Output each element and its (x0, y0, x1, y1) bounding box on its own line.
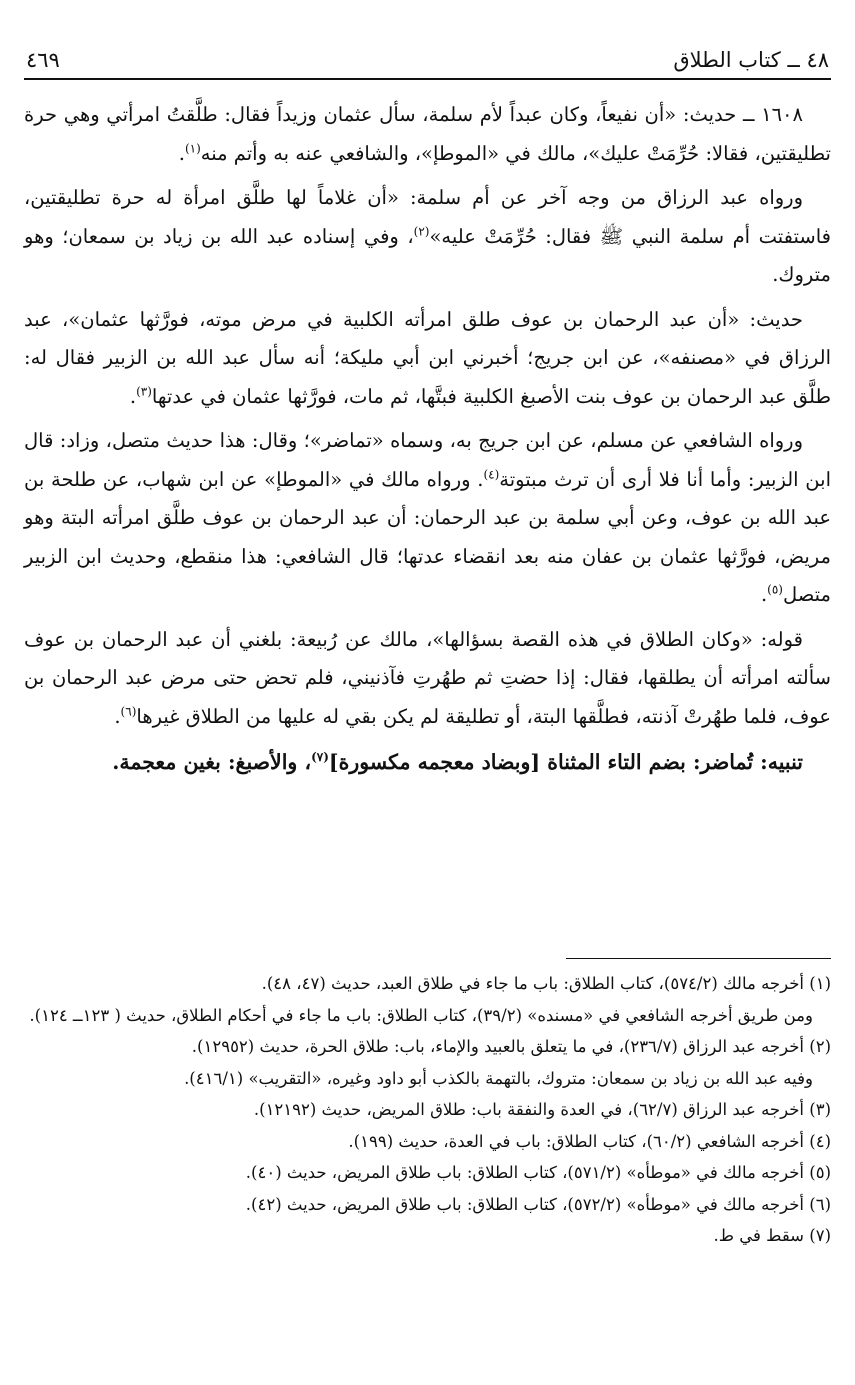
footnote-ref: (٣) (136, 384, 152, 398)
footnote-ref: (١) (184, 141, 201, 155)
page-header (24, 48, 831, 80)
footnote: (٤) أخرجه الشافعي (٦٠/٢)، كتاب الطلاق: باب في العدة، حديث (١٩٩). (348, 1131, 831, 1151)
footnote-ref: (٧) (311, 750, 329, 765)
paragraph-hadith-1608: ١٦٠٨ ــ حديث: «أن نفيعاً، وكان عبداً لأم سلمة، سأل عثمان وزيداً فقال: طلَّقتُ امرأتي وهي حرة تطليقتين، فقالا: حُرِّمَتْ عليك»، مالك في «الموطإ»، والشافعي عنه به وأتم منه$^{(١)}$. (24, 103, 831, 165)
footnote-ref: (٤) (483, 467, 500, 481)
footnote-ref: (٥) (767, 582, 783, 597)
footnote: (٥) أخرجه مالك في «موطأه» (٥٧١/٢)، كتاب الطلاق: باب طلاق المريض، حديث (٤٠). (245, 1163, 831, 1182)
footnote: (٧) سقط في ط. (713, 1226, 831, 1245)
paragraph-text: ورواه عبد الرزاق من وجه آخر عن أم سلمة: «أن غلاماً لها طلَّق امرأة له حرة تطليقتين، فاستفتت أم سلمة النبي ﷺ فقال: حُرِّمَتْ عليه» (24, 186, 831, 248)
footnotes (24, 968, 831, 1252)
paragraph-shafii: ورواه الشافعي عن مسلم، عن ابن جريج به، وسماه «تماضر»؛ وقال: هذا حديث متصل، وزاد: قال ابن الزبير: وأما أنا فلا أرى أن ترث مبتوتة$^{(٤)}$. ورواه مالك في «الموطإ» عن ابن شهاب، عن طلحة بن عبد الله بن عوف، وعن أبي سلمة بن عبد الرحمان: أن عبد الرحمان بن عوف طلَّق امرأته البتة وهو مريض، فورَّثها عثمان بن عفان منه بعد انقضاء عدتها؛ قال الشافعي: هذا منقطع، وحديث ابن الزبير متصل$^{(٥)}$. (24, 429, 831, 606)
book-page (24, 0, 831, 1385)
running-title: ٤٨ ــ كتاب الطلاق (673, 48, 829, 72)
note-text: ، والأصبغ: بغين معجمة. (112, 750, 312, 774)
paragraph-abdulrazzaq (24, 179, 831, 295)
footnote-ref: (٦) (120, 704, 137, 718)
paragraph-text: ١٦٠٨ ــ حديث: «أن نفيعاً، وكان عبداً لأم سلمة، سأل عثمان وزيداً فقال: طلَّقتُ امرأتي وهي حرة تطليقتين، فقالا: حُرِّمَتْ عليك»، مالك في «الموطإ»، والشافعي عنه به وأتم منه (24, 103, 831, 165)
tanbih-note (24, 742, 831, 782)
page-number: ٤٦٩ (26, 48, 60, 72)
footnote-continuation: ومن طريق أخرجه الشافعي في «مسنده» (٣٩/٢)، كتاب الطلاق: باب ما جاء في أحكام الطلاق، حديث ( ١٢٣ــ ١٢٤). (29, 1005, 813, 1025)
paragraph-text: ورواه الشافعي عن مسلم، عن ابن جريج به، وسماه «تماضر»؛ وقال: هذا حديث متصل، وزاد: قال ابن الزبير: وأما أنا فلا أرى أن ترث مبتوتة (24, 429, 831, 491)
paragraph-text: حديث: «أن عبد الرحمان بن عوف طلق امرأته الكلبية في مرض موته، فورَّثها عثمان»، عبد الرزاق في «مصنفه»، عن ابن جريج؛ أخبرني ابن أبي مليكة؛ أنه سأل عبد الله بن الزبير فقال له: طلَّق عبد الرحمان بن عوف بنت الأصبغ الكلبية فبتَّها، ثم مات، فورَّثها عثمان في عدتها (24, 307, 831, 408)
footnote-separator (566, 958, 831, 959)
footnote-continuation: وفيه عبد الله بن زياد بن سمعان: متروك، بالتهمة بالكذب أبو داود وغيره، «التقريب» (٤١٦/١). (184, 1068, 813, 1088)
footnote-ref: (٢) (413, 224, 430, 238)
paragraph-text: ، وفي إسناده عبد الله بن زياد بن سمعان؛ وهو متروك. (24, 224, 831, 286)
footnote: (٦) أخرجه مالك في «موطأه» (٥٧٢/٢)، كتاب الطلاق: باب طلاق المريض، حديث (٤٢). (245, 1194, 831, 1214)
footnote: (٣) أخرجه عبد الرزاق (٦٢/٧)، في العدة والنفقة باب: طلاق المريض، حديث (١٢١٩٢). (253, 1100, 831, 1119)
note-text: تنبيه: تُماضر: بضم التاء المثناة [وبضاد معجمه مكسورة] (328, 750, 803, 774)
paragraph-qawluhu: قوله: «وكان الطلاق في هذه القصة بسؤالها»، مالك عن رُبيعة: بلغني أن عبد الرحمان بن عوف سألته امرأته أن يطلقها، فقال: إذا حضتِ ثم طهُرتِ فآذنيني، فلم تحض حتى مرض عبد الرحمان بن عوف، فلما طهُرتْ آذنته، فطلَّقها البتة، أو تطليقة لم يكن بقي له عليها من الطلاق غيرها$^{(٦)}$. (24, 627, 831, 728)
footnote: (٢) أخرجه عبد الرزاق (٢٣٦/٧)، في ما يتعلق بالعبيد والإماء، باب: طلاق الحرة، حديث (١٢٩٥٢). (191, 1037, 831, 1056)
main-text (24, 96, 831, 788)
paragraph-text: . ورواه مالك في «الموطإ» عن ابن شهاب، عن طلحة بن عبد الله بن عوف، وعن أبي سلمة بن عبد الرحمان: أن عبد الرحمان بن عوف طلَّق امرأته البتة وهو مريض، فورَّثها عثمان بن عفان منه بعد انقضاء عدتها؛ قال الشافعي: هذا منقطع، وحديث ابن الزبير متصل (24, 467, 831, 606)
paragraph-abdulrahman-ibn-awf: حديث: «أن عبد الرحمان بن عوف طلق امرأته الكلبية في مرض موته، فورَّثها عثمان»، عبد الرزاق في «مصنفه»، عن ابن جريج؛ أخبرني ابن أبي مليكة؛ أنه سأل عبد الله بن الزبير فقال له: طلَّق عبد الرحمان بن عوف بنت الأصبغ الكلبية فبتَّها، ثم مات، فورَّثها عثمان في عدتها$^{(٣)}$. (24, 307, 831, 408)
paragraph-text: قوله: «وكان الطلاق في هذه القصة بسؤالها»، مالك عن رُبيعة: بلغني أن عبد الرحمان بن عوف سألته امرأته أن يطلقها، فقال: إذا حضتِ ثم طهُرتِ فآذنيني، فلم تحض حتى مرض عبد الرحمان بن عوف، فلما طهُرتْ آذنته، فطلَّقها البتة، أو تطليقة لم يكن بقي له عليها من الطلاق غيرها (24, 627, 831, 728)
footnote: (١) أخرجه مالك (٥٧٤/٢)، كتاب الطلاق: باب ما جاء في طلاق العبد، حديث (٤٧، ٤٨). (261, 974, 831, 993)
